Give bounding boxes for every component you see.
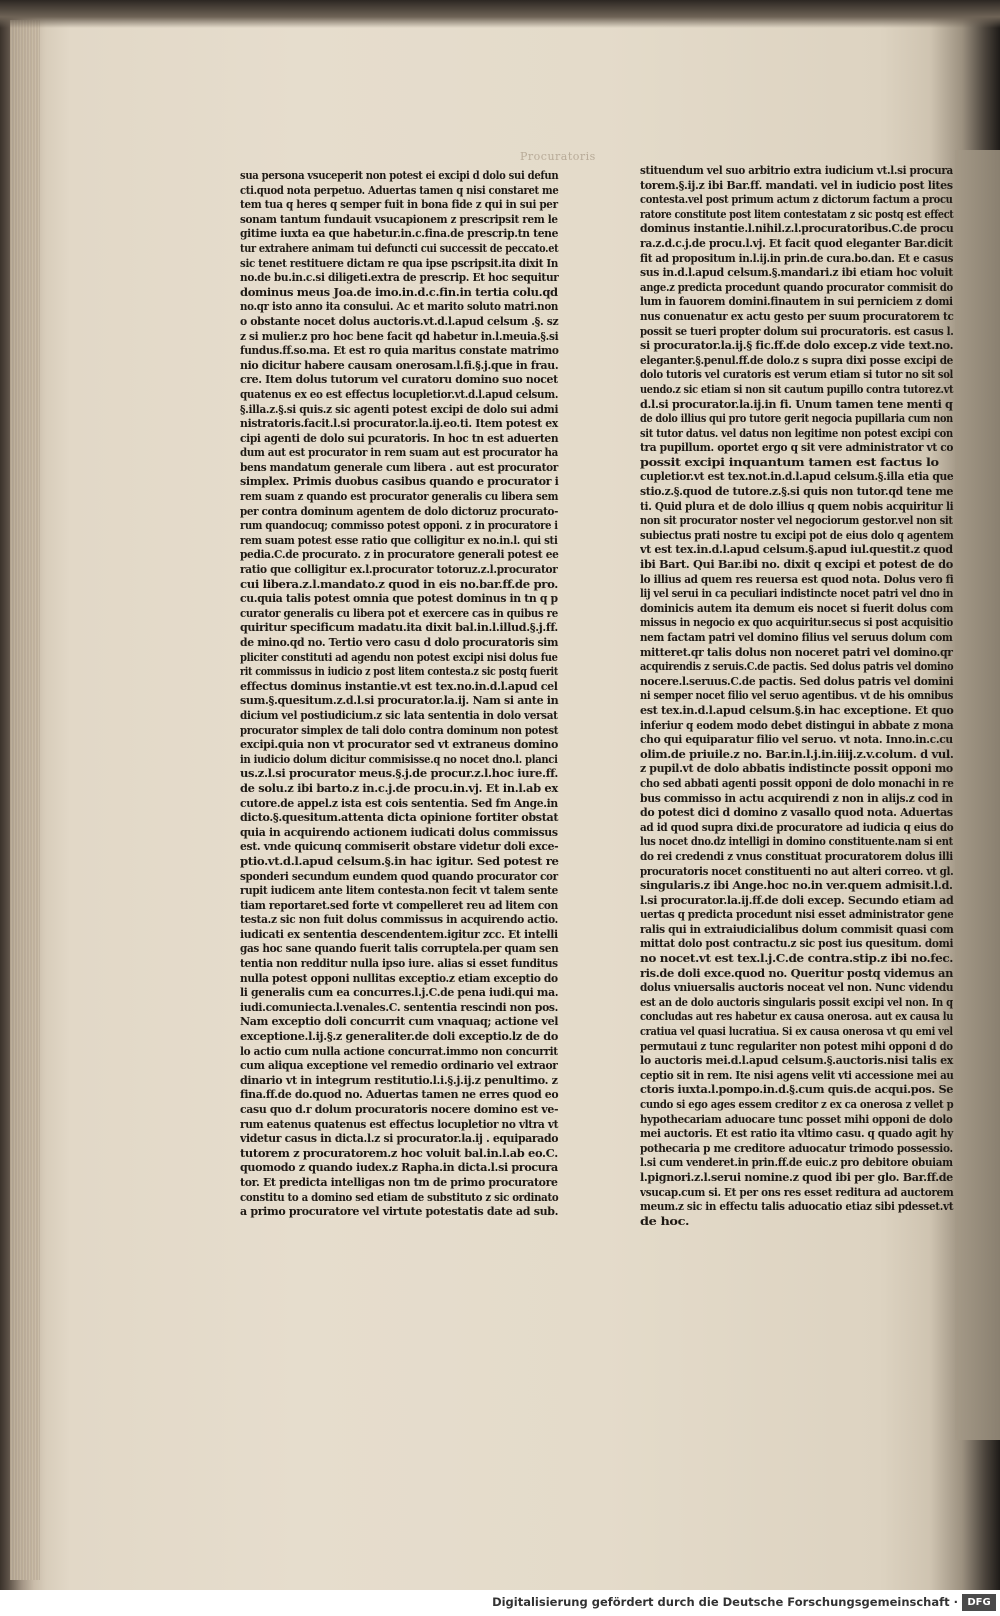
- text-line: hypothecariam aduocare tunc posset mihi opponi de dolo: [640, 1111, 953, 1126]
- text-line: rem suam z quando est procurator generalis cu libera sem: [240, 489, 559, 504]
- text-line: testa.z sic non fuit dolus commissus in acquirendo actio.: [240, 912, 558, 927]
- text-line: nem factam patri vel domino filius vel seruus dolum com: [640, 630, 953, 644]
- page-stack-edge: [10, 20, 40, 1580]
- text-line: acquirendis z seruis.C.de pactis. Sed dolus patris vel domino: [640, 659, 954, 674]
- text-line: est an de dolo auctoris singularis possit excipi vel non. In q: [640, 994, 953, 1009]
- text-line: uertas q predicta procedunt nisi esset administrator gene: [640, 907, 954, 922]
- text-line: eleganter.§.penul.ff.de dolo.z s supra dixi posse excipi de: [640, 352, 953, 367]
- text-line: iudi.comuniecta.l.venales.C. sententia rescindi non pos.: [240, 999, 559, 1014]
- text-line: exceptione.l.ij.§.z generaliter.de doli exceptio.lz de do: [240, 1029, 558, 1044]
- text-line: pedia.C.de procurato. z in procuratore generali potest ee: [240, 547, 559, 562]
- text-line: ratore constitute post litem contestatam z sic postq est effect: [640, 206, 954, 221]
- text-line: rupit iudicem ante litem contesta.non fecit vt talem sente: [240, 883, 558, 898]
- text-line: tur extrahere animam tui defuncti cui successit de peccato.et: [240, 240, 559, 255]
- text-line: dum aut est procurator in rem suam aut est procurator ha: [240, 445, 558, 460]
- text-line: est. vnde quicunq commiserit obstare videtur doli exce-: [240, 839, 559, 854]
- text-line: de solu.z ibi barto.z in.c.j.de procu.in.vj. Et in.l.ab ex: [240, 780, 558, 795]
- text-line: lo illius ad quem res reuersa est quod nota. Dolus vero fi: [640, 571, 954, 586]
- text-line: vsucap.cum si. Et per ons res esset reditura ad auctorem: [640, 1184, 954, 1199]
- right-text-column: [640, 163, 955, 1238]
- text-line: ange.z predicta procedunt quando procurator commisit do: [640, 279, 953, 294]
- text-line: olim.de priuile.z no. Bar.in.l.j.in.iiij.z.v.colum. d vul.: [640, 746, 954, 761]
- text-line: dominicis autem ita demum eis nocet si fuerit dolus com: [640, 600, 954, 615]
- text-line: sus in.d.l.apud celsum.§.mandari.z ibi etiam hoc voluit: [640, 265, 953, 280]
- text-line: iudicati ex sententia descendentem.igitur zcc. Et intelli: [240, 926, 558, 941]
- text-line: effectus dominus instantie.vt est tex.no.in.d.l.apud cel: [240, 678, 558, 693]
- text-line: rem suam potest esse ratio que colligitur ex no.in.l. qui sti: [240, 532, 558, 547]
- text-line: inferiur q eodem modo debet distingui in abbate z mona: [640, 717, 954, 732]
- text-line: procurator simplex de tali dolo contra dominum non potest: [240, 722, 559, 737]
- text-line: quia in acquirendo actionem iudicati dolus commissus: [240, 824, 558, 839]
- text-line: contesta.vel post primum actum z dictorum factum a procu: [640, 192, 953, 207]
- text-line: de dolo illius qui pro tutore gerit negocia pupillaria cum non: [640, 411, 953, 426]
- text-line: in iudicio dolum dicitur commisisse.q no nocet dno.l. planci: [240, 751, 558, 766]
- text-line: sponderi secundum eundem quod quando procurator cor: [240, 868, 558, 883]
- text-line: cho qui equiparatur filio vel seruo. vt nota. Inno.in.c.cu: [640, 732, 953, 747]
- text-line: rit commissus in iudicio z post litem contesta.z sic postq fuerit: [240, 664, 558, 679]
- text-line: procuratoris nocet constituenti no aut alteri correo. vt gl.: [640, 863, 954, 878]
- text-line: no.de bu.in.c.si diligeti.extra de prescrip. Et hoc sequitur: [240, 270, 559, 285]
- text-line: ad id quod supra dixi.de procuratore ad iudicia q eius do: [640, 819, 954, 834]
- text-line: missus in negocio ex quo acquiritur.secus si post acquisitio: [640, 615, 953, 630]
- text-line: permutaui z tunc regulariter non potest mihi opponi d do: [640, 1038, 953, 1053]
- text-line: tem tua q heres q semper fuit in bona fide z qui in sui per: [240, 197, 558, 212]
- funding-notice: Digitalisierung gefördert durch die Deutsche Forschungsgemeinschaft ·: [492, 1595, 958, 1609]
- text-line: l.pignori.z.l.serui nomine.z quod ibi per glo. Bar.ff.de: [640, 1169, 953, 1184]
- text-line: tor. Et predicta intelligas non tm de primo procuratore: [240, 1174, 558, 1189]
- text-line: lo actio cum nulla actione concurrat.immo non concurrit: [240, 1043, 558, 1058]
- text-line: vt est tex.in.d.l.apud celsum.§.apud iul.questit.z quod: [640, 542, 953, 557]
- text-line: singularis.z ibi Ange.hoc no.in ver.quem admisit.l.d.: [640, 878, 953, 893]
- text-line: uendo.z sic etiam si non sit cautum pupillo contra tutorez.vt: [640, 381, 954, 396]
- text-line: stituendum vel suo arbitrio extra iudicium vt.l.si procura: [640, 163, 953, 177]
- text-line: lum in fauorem domini.finautem in sui perniciem z domi: [640, 294, 953, 309]
- text-line: do potest dici d domino z vasallo quod nota. Aduertas: [640, 805, 953, 820]
- text-line: de mino.qd no. Tertio vero casu d dolo procuratoris sim: [240, 635, 559, 649]
- text-line: lij vel serui in ca peculiari indistincte nocet patri vel dno in: [640, 586, 954, 601]
- text-line: ni semper nocet filio vel seruo agentibus. vt de his omnibus: [640, 688, 953, 703]
- text-line: possit se tueri propter dolum sui procuratoris. est casus l.: [640, 323, 954, 338]
- text-line: sum.§.quesitum.z.d.l.si procurator.la.ij. Nam si ante in: [240, 693, 559, 708]
- text-line: lus nocet dno.dz intelligi in domino constituente.nam si ent: [640, 834, 953, 849]
- text-line: tra pupillum. oportet ergo q sit vere administrator vt co: [640, 440, 954, 455]
- text-line: l.si cum venderet.in prin.ff.de euic.z pro debitore obuiam: [640, 1155, 953, 1170]
- text-line: fina.ff.de do.quod no. Aduertas tamen ne erres quod eo: [240, 1087, 559, 1102]
- dfg-logo-icon: DFG: [962, 1594, 996, 1611]
- text-line: bens mandatum generale cum libera . aut est procurator: [240, 459, 559, 474]
- text-line: cratiua vel quasi lucratiua. Si ex causa onerosa vt qu emi vel: [640, 1024, 953, 1039]
- text-line: possit excipi inquantum tamen est factus lo: [640, 454, 939, 469]
- text-line: ceptio sit in rem. Ite nisi agens velit vti accessione mei au: [640, 1067, 954, 1082]
- text-line: cre. Item dolus tutorum vel curatoru domino suo nocet: [240, 372, 558, 387]
- text-line: nulla potest opponi nullitas exceptio.z etiam exceptio do: [240, 970, 558, 985]
- text-line: fundus.ff.so.ma. Et est ro quia maritus constate matrimo: [240, 343, 559, 358]
- text-line: tutorem z procuratorem.z hoc voluit bal.in.l.ab eo.C.: [240, 1145, 558, 1160]
- text-line: tentia non redditur nulla ipso iure. alias si esset funditus: [240, 956, 558, 971]
- text-line: est tex.in.d.l.apud celsum.§.in hac exceptione. Et quo: [640, 702, 954, 717]
- text-line: ibi Bart. Qui Bar.ibi no. dixit q excipi et potest de do: [640, 557, 953, 572]
- facing-page-edge: [955, 150, 1000, 1440]
- text-line: pothecaria p me creditore aduocatur trimodo possessio.: [640, 1140, 953, 1155]
- text-line: dicium vel postiudicium.z sic lata sententia in dolo versat: [240, 707, 558, 722]
- text-line: z si mulier.z pro hoc bene facit qd habetur in.l.meuia.§.si: [240, 328, 559, 343]
- text-line: cundo si ego ages essem creditor z ex ca onerosa z vellet p: [640, 1097, 954, 1111]
- text-line: fit ad propositum in.l.ij.in prin.de cura.bo.dan. Et e casus: [640, 250, 954, 265]
- text-line: o obstante nocet dolus auctoris.vt.d.l.apud celsum .§. sz: [240, 313, 559, 328]
- text-line: stio.z.§.quod de tutore.z.§.si quis non tutor.qd tene me: [640, 484, 954, 499]
- text-line: nus conuenatur ex actu gesto per suum procuratorem tc: [640, 308, 954, 323]
- text-line: dolo tutoris vel curatoris est verum etiam si tutor no sit sol: [640, 367, 954, 382]
- text-line: lo auctoris mei.d.l.apud celsum.§.auctoris.nisi talis ex: [640, 1053, 953, 1068]
- text-line: mitteret.qr talis dolus non noceret patri vel domino.qr: [640, 644, 953, 659]
- text-line: ralis qui in extraiudicialibus dolum commisit quasi com: [640, 921, 954, 936]
- text-line: ti. Quid plura et de dolo illius q quem nobis acquiritur li: [640, 498, 954, 513]
- text-line: curator generalis cu libera pot et exercere cas in quibus re: [240, 605, 558, 620]
- text-line: subiectus prati nostre tu excipi pot de eius dolo q agentem: [640, 527, 954, 542]
- text-line: cui libera.z.l.mandato.z quod in eis no.bar.ff.de pro.: [240, 576, 558, 591]
- text-line: no.qr isto anno ita consului. Ac et marito soluto matri.non: [240, 299, 559, 314]
- text-line: ris.de doli exce.quod no. Queritur postq videmus an: [640, 965, 954, 980]
- text-line: §.illa.z.§.si quis.z sic agenti potest excipi de dolo sui admi: [240, 401, 559, 416]
- text-line: cum aliqua exceptione vel remedio ordinario vel extraor: [240, 1058, 558, 1073]
- text-line: videtur casus in dicta.l.z si procurator.la.ij . equiparado: [240, 1131, 559, 1146]
- text-line: concludas aut res habetur ex causa onerosa. aut ex causa lu: [640, 1009, 954, 1024]
- text-line: mittat dolo post contractu.z sic post ius quesitum. domi: [640, 936, 954, 951]
- text-line: no nocet.vt est tex.l.j.C.de contra.stip.z ibi no.fec.: [640, 951, 954, 966]
- text-line: rum eatenus quatenus est effectus locupletior no vltra vt: [240, 1116, 559, 1131]
- text-line: gitime iuxta ea que habetur.in.c.fina.de prescrip.tn tene: [240, 226, 559, 241]
- text-line: Nam exceptio doli concurrit cum vnaquaq; actione vel: [240, 1014, 559, 1029]
- text-line: cti.quod nota perpetuo. Aduertas tamen q nisi constaret me: [240, 182, 559, 197]
- text-line: sonam tantum fundauit vsucapionem z prescripsit rem le: [240, 211, 558, 226]
- text-line: casu quo d.r dolum procuratoris nocere domino est ve-: [240, 1102, 559, 1116]
- running-head: Procuratoris: [520, 150, 596, 163]
- top-shadow: [0, 0, 1000, 28]
- text-line: nocere.l.seruus.C.de pactis. Sed dolus patris vel domini: [640, 673, 954, 688]
- text-line: bus commisso in actu acquirendi z non in alijs.z cod in: [640, 790, 953, 805]
- text-line: simplex. Primis duobus casibus quando e procurator i: [240, 474, 559, 489]
- text-line: dominus meus Joa.de imo.in.d.c.fin.in tertia colu.qd: [240, 284, 558, 299]
- text-line: quiritur specificum madatu.ita dixit bal.in.l.illud.§.j.ff.: [240, 620, 558, 635]
- text-line: rum quandocuq; commisso potest opponi. z in procuratore i: [240, 518, 558, 533]
- text-line: tiam reportaret.sed forte vt compelleret reu ad litem con: [240, 897, 558, 912]
- text-line: dolus vniuersalis auctoris noceat vel non. Nunc videndu: [640, 980, 954, 995]
- text-line: sua persona vsuceperit non potest ei excipi d dolo sui defun: [240, 168, 559, 182]
- text-line: do rei credendi z vnus constituat procuratorem dolus illi: [640, 848, 953, 863]
- text-line: per contra dominum agentem de dolo dictoruz procurato-: [240, 503, 559, 518]
- text-line: nio dicitur habere causam onerosam.l.fi.§.j.que in frau.: [240, 357, 559, 372]
- text-line: quatenus ex eo est effectus locupletior.vt.d.l.apud celsum.: [240, 386, 559, 401]
- text-line: us.z.l.si procurator meus.§.j.de procur.z.l.hoc iure.ff.: [240, 766, 559, 781]
- text-line: l.si procurator.la.ij.ff.de doli excep. Secundo etiam ad: [640, 892, 954, 907]
- text-line: ratio que colligitur ex.l.procurator totoruz.z.l.procurator: [240, 562, 558, 577]
- footer-bar: [0, 1590, 1000, 1616]
- text-line: mei auctoris. Et est ratio ita vltimo casu. q quado agit hy: [640, 1126, 953, 1141]
- text-line: ctoris iuxta.l.pompo.in.d.§.cum quis.de acqui.pos. Se: [640, 1082, 954, 1097]
- text-line: cu.quia talis potest omnia que potest dominus in tn q p: [240, 591, 558, 606]
- text-line: nistratoris.facit.l.si procurator.la.ij.eo.ti. Item potest ex: [240, 416, 558, 431]
- text-line: quomodo z quando iudex.z Rapha.in dicta.l.si procura: [240, 1160, 558, 1175]
- text-line: d.l.si procurator.la.ij.in fi. Unum tamen tene menti q: [640, 396, 953, 411]
- text-line: cho sed abbati agenti possit opponi de dolo monachi in re: [640, 775, 954, 790]
- text-line: constitu to a domino sed etiam de substituto z sic ordinato: [240, 1189, 559, 1204]
- text-line: dinario vt in integrum restitutio.l.i.§.j.ij.z penultimo. z: [240, 1072, 558, 1087]
- text-line: z pupil.vt de dolo abbatis indistincte possit opponi mo: [640, 761, 953, 776]
- text-line: meum.z sic in effectu talis aduocatio etiaz sibi pdesset.vt: [640, 1199, 954, 1214]
- text-line: sic tenet restituere dictam re qua ipse pscripsit.ita dixit In: [240, 255, 558, 270]
- text-line: non sit procurator noster vel negociorum gestor.vel non sit: [640, 513, 953, 528]
- text-line: torem.§.ij.z ibi Bar.ff. mandati. vel in iudicio post lites: [640, 177, 953, 192]
- left-text-column: [240, 168, 560, 1293]
- text-line: cupletior.vt est tex.not.in.d.l.apud celsum.§.illa etia que: [640, 469, 954, 484]
- text-line: ra.z.d.c.j.de procu.l.vj. Et facit quod eleganter Bar.dicit: [640, 235, 953, 250]
- text-line: de hoc.: [640, 1213, 690, 1228]
- text-line: dominus instantie.l.nihil.z.l.procuratoribus.C.de procu: [640, 221, 954, 236]
- text-line: dicto.§.quesitum.attenta dicta opinione fortiter obstat: [240, 810, 559, 825]
- text-line: li generalis cum ea concurres.l.j.C.de pena iudi.qui ma.: [240, 985, 559, 1000]
- text-line: gas hoc sane quando fuerit talis corruptela.per quam sen: [240, 941, 559, 956]
- text-line: si procurator.la.ij.§ fic.ff.de dolo excep.z vide text.no.: [640, 338, 954, 353]
- text-line: ptio.vt.d.l.apud celsum.§.in hac igitur. Sed potest re: [240, 853, 559, 868]
- text-line: cutore.de appel.z ista est cois sententia. Sed fm Ange.in: [240, 795, 558, 810]
- text-line: pliciter constituti ad agendu non potest excipi nisi dolus fue: [240, 649, 558, 664]
- text-line: cipi agenti de dolo sui pcuratoris. In hoc tn est aduerten: [240, 430, 559, 445]
- text-line: a primo procuratore vel virtute potestatis date ad sub.: [240, 1204, 559, 1219]
- text-line: sit tutor datus. vel datus non legitime non potest excipi con: [640, 425, 953, 440]
- text-line: excipi.quia non vt procurator sed vt extraneus domino: [240, 737, 558, 752]
